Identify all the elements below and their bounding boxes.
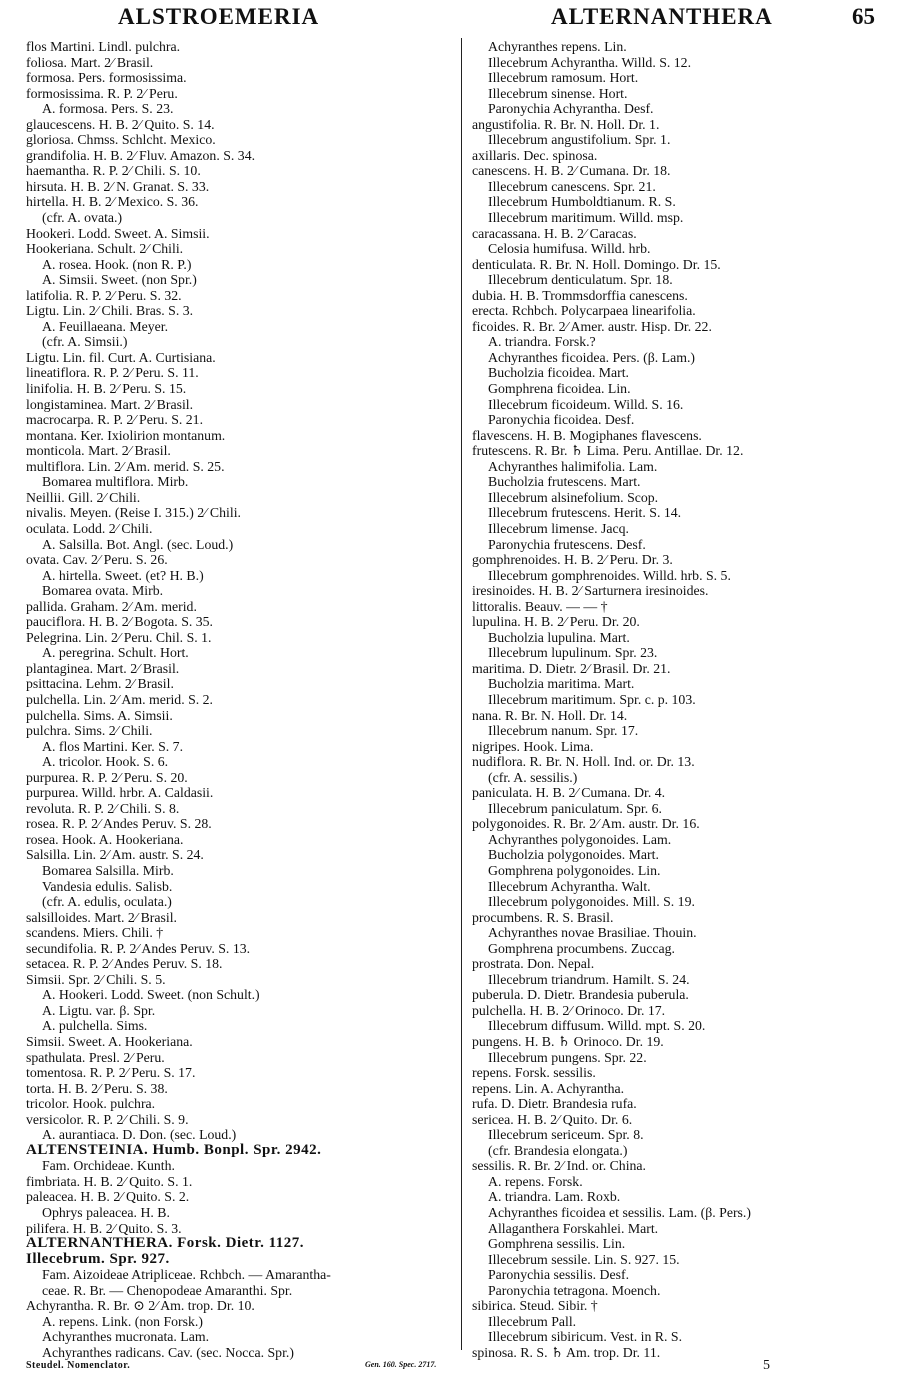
species-entry: pauciflora. H. B. 2⁄ Bogota. S. 35.	[26, 614, 214, 630]
footer-count: Gen. 160. Spec. 2717.	[365, 1360, 437, 1369]
synonym-line: A. formosa. Pers. S. 23.	[42, 101, 174, 117]
species-entry: monticola. Mart. 2⁄ Brasil.	[26, 443, 171, 459]
synonym-line: Celosia humifusa. Willd. hrb.	[488, 241, 651, 257]
species-entry: pulchra. Sims. 2⁄ Chili.	[26, 723, 153, 739]
species-entry: dubia. H. B. Trommsdorffia canescens.	[472, 287, 688, 303]
species-entry: haemantha. R. P. 2⁄ Chili. S. 10.	[26, 163, 201, 179]
species-entry: latifolia. R. P. 2⁄ Peru. S. 32.	[26, 287, 182, 303]
species-entry: pulchella. H. B. 2⁄ Orinoco. Dr. 17.	[472, 1002, 666, 1018]
synonym-line: Illecebrum sericeum. Spr. 8.	[488, 1127, 644, 1143]
species-entry: foliosa. Mart. 2⁄ Brasil.	[26, 54, 154, 70]
synonym-line: Illecebrum canescens. Spr. 21.	[488, 178, 656, 194]
footer-signature: Steudel. Nomenclator.	[26, 1360, 131, 1371]
species-entry: plantaginea. Mart. 2⁄ Brasil.	[26, 660, 180, 676]
species-entry: Ligtu. Lin. fil. Curt. A. Curtisiana.	[26, 349, 216, 365]
synonym-line: Illecebrum limense. Jacq.	[488, 520, 629, 536]
synonym-line: Illecebrum paniculatum. Spr. 6.	[488, 800, 662, 816]
synonym-line: Illecebrum diffusum. Willd. mpt. S. 20.	[488, 1018, 706, 1034]
species-entry: flavescens. H. B. Mogiphanes flavescens.	[472, 427, 702, 443]
species-entry: sericea. H. B. 2⁄ Quito. Dr. 6.	[472, 1111, 633, 1127]
synonym-line: (cfr. A. Simsii.)	[42, 334, 128, 350]
synonym-line: Illecebrum polygonoides. Mill. S. 19.	[488, 894, 695, 910]
synonym-line: Bucholzia frutescens. Mart.	[488, 474, 641, 490]
species-entry: longistaminea. Mart. 2⁄ Brasil.	[26, 396, 194, 412]
synonym-line: Achyranthes polygonoides. Lam.	[488, 831, 672, 847]
species-entry: Salsilla. Lin. 2⁄ Am. austr. S. 24.	[26, 847, 204, 863]
species-entry: flos Martini. Lindl. pulchra.	[26, 39, 181, 54]
synonym-line: Achyranthes mucronata. Lam.	[42, 1329, 210, 1345]
species-entry: purpurea. R. P. 2⁄ Peru. S. 20.	[26, 769, 188, 785]
species-entry: versicolor. R. P. 2⁄ Chili. S. 9.	[26, 1111, 189, 1127]
species-entry: ficoides. R. Br. 2⁄ Amer. austr. Hisp. Dr. 22.	[472, 318, 712, 334]
species-entry: formosissima. R. P. 2⁄ Peru.	[26, 85, 178, 101]
synonym-line: A. flos Martini. Ker. S. 7.	[42, 738, 184, 754]
species-entry: nudiflora. R. Br. N. Holl. Ind. or. Dr. 13.	[472, 754, 695, 770]
synonym-line: Illecebrum ficoideum. Willd. S. 16.	[488, 396, 684, 412]
synonym-line: Achyranthes novae Brasiliae. Thouin.	[488, 925, 697, 941]
species-entry: revoluta. R. P. 2⁄ Chili. S. 8.	[26, 800, 180, 816]
synonym-line: (cfr. A. ovata.)	[42, 210, 123, 226]
synonym-line: Illecebrum angustifolium. Spr. 1.	[488, 132, 671, 148]
synonym-line: A. Feuillaeana. Meyer.	[42, 318, 169, 334]
synonym-line: Gomphrena ficoidea. Lin.	[488, 381, 631, 397]
species-entry: puberula. D. Dietr. Brandesia puberula.	[472, 987, 689, 1003]
species-entry: Ligtu. Lin. 2⁄ Chili. Bras. S. 3.	[26, 303, 194, 319]
species-entry: paniculata. H. B. 2⁄ Cumana. Dr. 4.	[472, 785, 666, 801]
synonym-line: Paronychia Achyrantha. Desf.	[488, 101, 654, 117]
species-entry: tomentosa. R. P. 2⁄ Peru. S. 17.	[26, 1065, 196, 1081]
species-entry: formosa. Pers. formosissima.	[26, 70, 187, 86]
species-entry: procumbens. R. S. Brasil.	[472, 909, 614, 925]
synonym-line: Bomarea ovata. Mirb.	[42, 583, 164, 599]
species-entry: Neillii. Gill. 2⁄ Chili.	[26, 489, 141, 505]
synonym-line: A. repens. Forsk.	[488, 1173, 583, 1189]
synonym-line: Illecebrum sessile. Lin. S. 927. 15.	[488, 1251, 680, 1267]
synonym-line: Bomarea multiflora. Mirb.	[42, 474, 189, 490]
synonym-line: Illecebrum ramosum. Hort.	[488, 70, 639, 86]
species-entry: Hookeriana. Schult. 2⁄ Chili.	[26, 241, 184, 257]
species-entry: angustifolia. R. Br. N. Holl. Dr. 1.	[472, 116, 660, 132]
species-entry: salsilloides. Mart. 2⁄ Brasil.	[26, 909, 177, 925]
species-entry: denticulata. R. Br. N. Holl. Domingo. Dr. 15.	[472, 256, 721, 272]
page-number: 65	[852, 4, 875, 29]
species-entry: oculata. Lodd. 2⁄ Chili.	[26, 520, 153, 536]
species-entry: Simsii. Spr. 2⁄ Chili. S. 5.	[26, 971, 166, 987]
synonym-line: A. triandra. Lam. Roxb.	[488, 1189, 621, 1205]
species-entry: littoralis. Beauv. — — †	[472, 598, 608, 614]
synonym-line: A. triandra. Forsk.?	[488, 334, 596, 350]
synonym-line: Illecebrum sinense. Hort.	[488, 85, 628, 101]
synonym-line: Illecebrum pungens. Spr. 22.	[488, 1049, 647, 1065]
species-entry: purpurea. Willd. hrbr. A. Caldasii.	[26, 785, 214, 801]
synonym-line: Achyranthes repens. Lin.	[488, 39, 627, 54]
synonym-line: Bucholzia ficoidea. Mart.	[488, 365, 629, 381]
species-entry: psittacina. Lehm. 2⁄ Brasil.	[26, 676, 174, 692]
genus-heading: ALTENSTEINIA. Humb. Bonpl. Spr. 2942.	[26, 1141, 322, 1158]
synonym-line: Illecebrum frutescens. Herit. S. 14.	[488, 505, 682, 521]
species-entry: setacea. R. P. 2⁄ Andes Peruv. S. 18.	[26, 956, 223, 972]
footer-sheet-number: 5	[763, 1358, 770, 1373]
synonym-line: Achyranthes ficoidea et sessilis. Lam. (β. Pers.)	[488, 1205, 751, 1221]
species-entry: grandifolia. H. B. 2⁄ Fluv. Amazon. S. 34.	[26, 147, 256, 163]
genus-heading: ALTERNANTHERA. Forsk. Dietr. 1127.	[26, 1235, 304, 1252]
right-column	[472, 39, 892, 1360]
species-entry: paleacea. H. B. 2⁄ Quito. S. 2.	[26, 1189, 190, 1205]
species-entry: frutescens. R. Br. ♄ Lima. Peru. Antillae. Dr. 12.	[472, 443, 744, 459]
synonym-line: Illecebrum denticulatum. Spr. 18.	[488, 272, 673, 288]
species-entry: caracassana. H. B. 2⁄ Caracas.	[472, 225, 637, 241]
species-entry: spinosa. R. S. ♄ Am. trop. Dr. 11.	[472, 1344, 661, 1360]
species-entry: pungens. H. B. ♄ Orinoco. Dr. 19.	[472, 1034, 664, 1049]
synonym-line: ceae. R. Br. — Chenopodeae Amaranthi. Spr.	[42, 1282, 293, 1298]
genus-heading: Illecebrum. Spr. 927.	[26, 1250, 170, 1267]
left-column	[26, 39, 456, 1360]
synonym-line: Illecebrum Achyrantha. Walt.	[488, 878, 651, 894]
synonym-line: Bomarea Salsilla. Mirb.	[42, 862, 174, 878]
synonym-line: Illecebrum Achyrantha. Willd. S. 12.	[488, 54, 692, 70]
synonym-line: Illecebrum maritimum. Spr. c. p. 103.	[488, 691, 696, 707]
species-entry: linifolia. H. B. 2⁄ Peru. S. 15.	[26, 381, 187, 397]
synonym-line: Illecebrum alsinefolium. Scop.	[488, 489, 659, 505]
synonym-line: Illecebrum lupulinum. Spr. 23.	[488, 645, 658, 661]
species-entry: pulchella. Sims. A. Simsii.	[26, 707, 173, 723]
synonym-line: Fam. Orchideae. Kunth.	[42, 1158, 175, 1174]
species-entry: fimbriata. H. B. 2⁄ Quito. S. 1.	[26, 1173, 193, 1189]
synonym-line: A. repens. Link. (non Forsk.)	[42, 1313, 203, 1329]
species-entry: nana. R. Br. N. Holl. Dr. 14.	[472, 707, 628, 723]
synonym-line: Paronychia ficoidea. Desf.	[488, 412, 635, 428]
synonym-line: Bucholzia polygonoides. Mart.	[488, 847, 659, 863]
species-entry: repens. Forsk. sessilis.	[472, 1065, 596, 1081]
species-entry: macrocarpa. R. P. 2⁄ Peru. S. 21.	[26, 412, 204, 428]
species-entry: pilifera. H. B. 2⁄ Quito. S. 3.	[26, 1220, 182, 1236]
synonym-line: Illecebrum maritimum. Willd. msp.	[488, 210, 684, 226]
species-entry: secundifolia. R. P. 2⁄ Andes Peruv. S. 13.	[26, 940, 251, 956]
species-entry: pulchella. Lin. 2⁄ Am. merid. S. 2.	[26, 691, 214, 707]
synonym-line: (cfr. A. sessilis.)	[488, 769, 578, 785]
species-entry: lineatiflora. R. P. 2⁄ Peru. S. 11.	[26, 365, 199, 381]
synonym-line: Bucholzia maritima. Mart.	[488, 676, 635, 692]
species-entry: gomphrenoides. H. B. 2⁄ Peru. Dr. 3.	[472, 552, 673, 568]
synonym-line: Fam. Aizoideae Atripliceae. Rchbch. — Amarantha-	[42, 1267, 331, 1283]
synonym-line: Paronychia frutescens. Desf.	[488, 536, 646, 552]
species-entry: axillaris. Dec. spinosa.	[472, 147, 598, 163]
synonym-line: Achyranthes radicans. Cav. (sec. Nocca. Spr.)	[42, 1344, 294, 1360]
species-entry: rosea. Hook. A. Hookeriana.	[26, 831, 184, 847]
synonym-line: Gomphrena polygonoides. Lin.	[488, 862, 661, 878]
running-head-left: ALSTROEMERIA	[118, 4, 320, 29]
synonym-line: Paronychia tetragona. Moench.	[488, 1282, 661, 1298]
species-entry: Simsii. Sweet. A. Hookeriana.	[26, 1034, 193, 1049]
species-entry: lupulina. H. B. 2⁄ Peru. Dr. 20.	[472, 614, 640, 630]
synonym-line: A. aurantiaca. D. Don. (sec. Loud.)	[42, 1127, 237, 1143]
species-entry: sessilis. R. Br. 2⁄ Ind. or. China.	[472, 1158, 647, 1174]
synonym-line: Illecebrum Humboldtianum. R. S.	[488, 194, 676, 210]
synonym-line: Bucholzia lupulina. Mart.	[488, 629, 630, 645]
synonym-line: Paronychia sessilis. Desf.	[488, 1267, 630, 1283]
synonym-line: Illecebrum triandrum. Hamilt. S. 24.	[488, 971, 690, 987]
species-entry: Hookeri. Lodd. Sweet. A. Simsii.	[26, 225, 210, 241]
species-entry: repens. Lin. A. Achyrantha.	[472, 1080, 625, 1096]
species-entry: nigripes. Hook. Lima.	[472, 738, 594, 754]
species-entry: gloriosa. Chmss. Schlcht. Mexico.	[26, 132, 216, 148]
species-entry: sibirica. Steud. Sibir. †	[472, 1298, 598, 1314]
synonym-line: A. rosea. Hook. (non R. P.)	[42, 256, 192, 272]
species-entry: prostrata. Don. Nepal.	[472, 956, 595, 972]
synonym-line: Achyranthes ficoidea. Pers. (β. Lam.)	[488, 349, 696, 365]
synonym-line: (cfr. Brandesia elongata.)	[488, 1142, 628, 1158]
species-entry: iresinoides. H. B. 2⁄ Sarturnera iresinoides.	[472, 583, 709, 599]
species-entry: hirsuta. H. B. 2⁄ N. Granat. S. 33.	[26, 178, 210, 194]
synonym-line: A. pulchella. Sims.	[42, 1018, 148, 1034]
synonym-line: Achyranthes halimifolia. Lam.	[488, 458, 658, 474]
synonym-line: A. Ligtu. var. β. Spr.	[42, 1002, 156, 1018]
synonym-line: Gomphrena procumbens. Zuccag.	[488, 940, 675, 956]
synonym-line: Vandesia edulis. Salisb.	[42, 878, 173, 894]
synonym-line: A. peregrina. Schult. Hort.	[42, 645, 189, 661]
species-entry: glaucescens. H. B. 2⁄ Quito. S. 14.	[26, 116, 215, 132]
species-entry: multiflora. Lin. 2⁄ Am. merid. S. 25.	[26, 458, 225, 474]
species-entry: rosea. R. P. 2⁄ Andes Peruv. S. 28.	[26, 816, 212, 832]
synonym-line: A. Salsilla. Bot. Angl. (sec. Loud.)	[42, 536, 234, 552]
species-entry: nivalis. Meyen. (Reise I. 315.) 2⁄ Chili.	[26, 505, 241, 521]
species-entry: hirtella. H. B. 2⁄ Mexico. S. 36.	[26, 194, 199, 210]
column-divider	[461, 38, 462, 1350]
synonym-line: Gomphrena sessilis. Lin.	[488, 1236, 626, 1252]
synonym-line: (cfr. A. edulis, oculata.)	[42, 894, 172, 910]
species-entry: torta. H. B. 2⁄ Peru. S. 38.	[26, 1080, 168, 1096]
species-entry: ovata. Cav. 2⁄ Peru. S. 26.	[26, 552, 168, 568]
species-entry: rufa. D. Dietr. Brandesia rufa.	[472, 1096, 637, 1112]
synonym-line: Illecebrum nanum. Spr. 17.	[488, 723, 639, 739]
species-entry: maritima. D. Dietr. 2⁄ Brasil. Dr. 21.	[472, 660, 671, 676]
synonym-line: Allaganthera Forskahlei. Mart.	[488, 1220, 659, 1236]
species-entry: montana. Ker. Ixiolirion montanum.	[26, 427, 226, 443]
synonym-line: Ophrys paleacea. H. B.	[42, 1205, 170, 1221]
synonym-line: A. Simsii. Sweet. (non Spr.)	[42, 272, 197, 288]
species-entry: scandens. Miers. Chili. †	[26, 925, 164, 941]
synonym-line: A. tricolor. Hook. S. 6.	[42, 754, 169, 770]
synonym-line: A. hirtella. Sweet. (et? H. B.)	[42, 567, 204, 583]
running-head-right: ALTERNANTHERA	[551, 4, 773, 29]
synonym-line: Illecebrum sibiricum. Vest. in R. S.	[488, 1329, 683, 1345]
species-entry: erecta. Rchbch. Polycarpaea linearifolia.	[472, 303, 696, 319]
species-entry: Achyrantha. R. Br. ⊙ 2⁄ Am. trop. Dr. 10.	[26, 1298, 255, 1314]
species-entry: Pelegrina. Lin. 2⁄ Peru. Chil. S. 1.	[26, 629, 212, 645]
synonym-line: Illecebrum Pall.	[488, 1313, 577, 1329]
species-entry: tricolor. Hook. pulchra.	[26, 1096, 156, 1112]
species-entry: polygonoides. R. Br. 2⁄ Am. austr. Dr. 16.	[472, 816, 700, 832]
synonym-line: A. Hookeri. Lodd. Sweet. (non Schult.)	[42, 987, 260, 1003]
species-entry: pallida. Graham. 2⁄ Am. merid.	[26, 598, 197, 614]
species-entry: canescens. H. B. 2⁄ Cumana. Dr. 18.	[472, 163, 671, 179]
synonym-line: Illecebrum gomphrenoides. Willd. hrb. S. 5.	[488, 567, 731, 583]
species-entry: spathulata. Presl. 2⁄ Peru.	[26, 1049, 165, 1065]
